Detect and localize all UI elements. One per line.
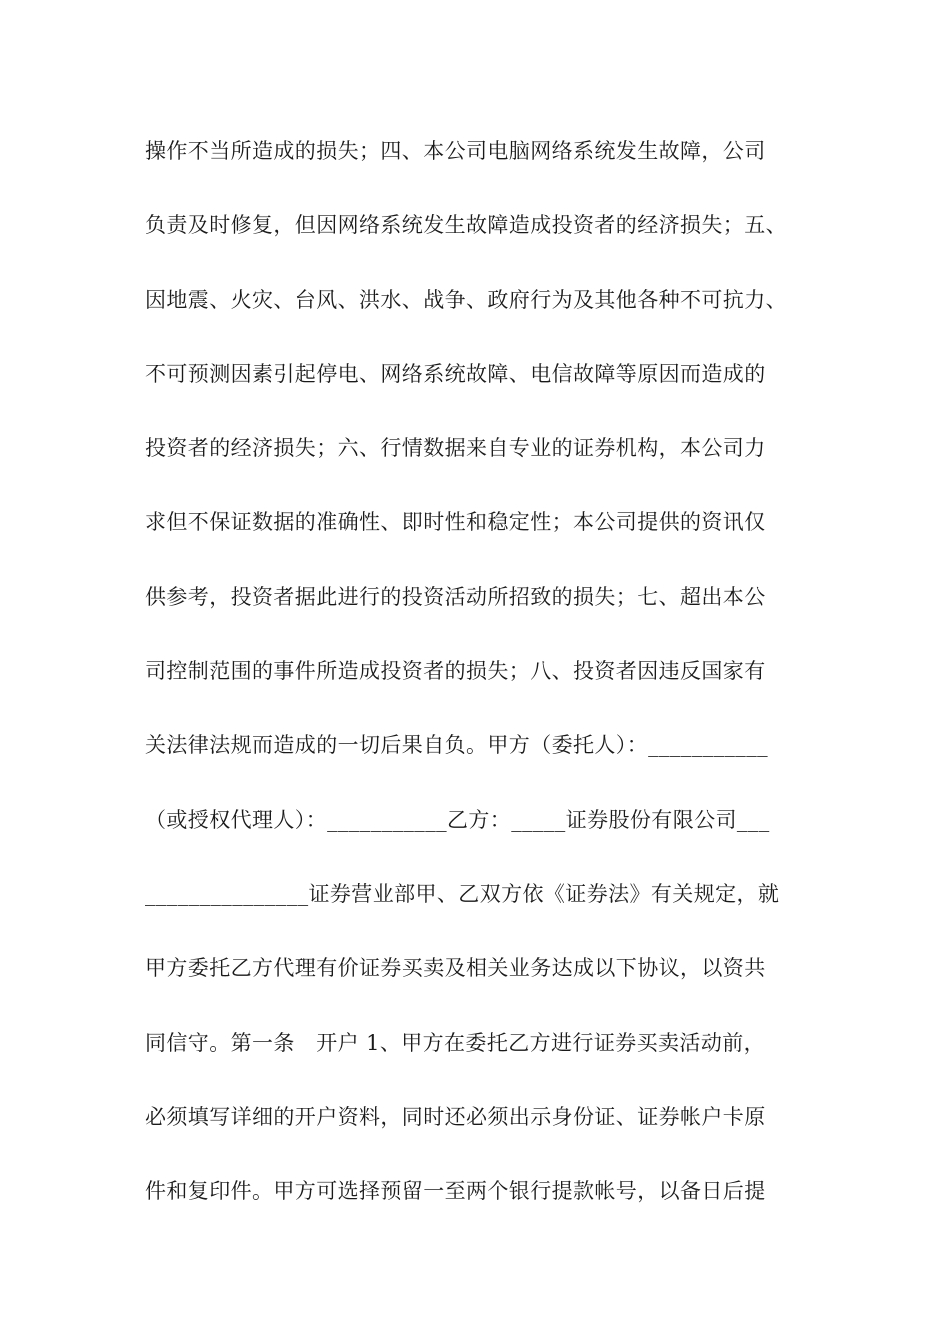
text-line: 司控制范围的事件所造成投资者的损失；八、投资者因违反国家有 bbox=[145, 659, 766, 684]
text-line: _______________证券营业部甲、乙双方依《证券法》有关规定，就 bbox=[145, 881, 780, 906]
text-line: 同信守。第一条 开户 1、甲方在委托乙方进行证券买卖活动前， bbox=[145, 1030, 766, 1055]
text-line: 求但不保证数据的准确性、即时性和稳定性；本公司提供的资讯仅 bbox=[145, 510, 766, 535]
text-line: 操作不当所造成的损失；四、本公司电脑网络系统发生故障，公司 bbox=[145, 139, 766, 163]
text-line: 关法律法规而造成的一切后果自负。甲方（委托人）：___________ bbox=[145, 733, 768, 758]
text-line: 供参考，投资者据此进行的投资活动所招致的损失；七、超出本公 bbox=[145, 584, 766, 609]
text-line: 不可预测因素引起停电、网络系统故障、电信故障等原因而造成的 bbox=[145, 361, 766, 386]
text-line: （或授权代理人）：___________乙方：_____证券股份有限公司___ bbox=[145, 807, 770, 832]
text-line: 负责及时修复，但因网络系统发生故障造成投资者的经济损失；五、 bbox=[145, 213, 787, 238]
body-text bbox=[145, 129, 815, 1243]
text-line: 必须填写详细的开户资料，同时还必须出示身份证、证券帐户卡原 bbox=[145, 1104, 766, 1129]
text-line: 甲方委托乙方代理有价证券买卖及相关业务达成以下协议，以资共 bbox=[145, 956, 766, 981]
text-line: 投资者的经济损失；六、行情数据来自专业的证券机构，本公司力 bbox=[145, 436, 766, 461]
text-line: 件和复印件。甲方可选择预留一至两个银行提款帐号，以备日后提 bbox=[145, 1179, 766, 1204]
text-line: 因地震、火灾、台风、洪水、战争、政府行为及其他各种不可抗力、 bbox=[145, 287, 787, 312]
